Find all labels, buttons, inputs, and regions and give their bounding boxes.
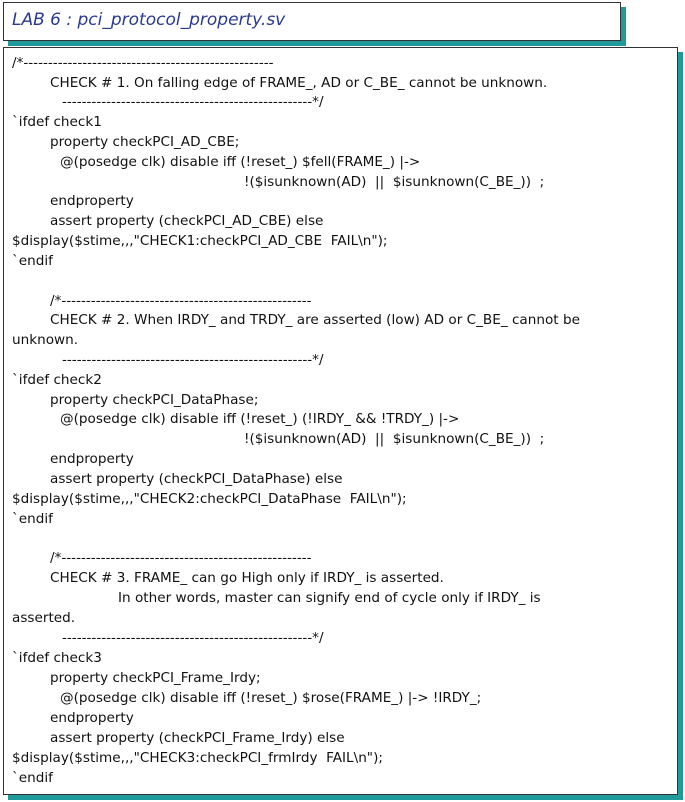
code-line: CHECK # 1. On falling edge of FRAME_, AD or C_BE_ cannot be unknown.	[50, 75, 548, 91]
code-line: /*---------------------------------------------------	[12, 55, 274, 71]
code-line: @(posedge clk) disable iff (!reset_) $rose(FRAME_) |-> !IRDY_;	[60, 690, 482, 706]
code-line: asserted.	[12, 610, 76, 626]
code-block	[3, 47, 678, 795]
code-line: ---------------------------------------------------*/	[62, 630, 324, 646]
code-line: `ifdef check2	[12, 372, 102, 388]
code-line: property checkPCI_Frame_Irdy;	[50, 670, 261, 686]
code-line: !($isunknown(AD) || $isunknown(C_BE_)) ;	[244, 431, 545, 447]
code-line: /*---------------------------------------------------	[50, 550, 312, 566]
code-line: unknown.	[12, 332, 79, 348]
title-box	[3, 2, 621, 41]
code-line: In other words, master can signify end of cycle only if IRDY_ is	[118, 590, 541, 606]
code-line: property checkPCI_DataPhase;	[50, 392, 259, 408]
code-line: @(posedge clk) disable iff (!reset_) $fell(FRAME_) |->	[60, 154, 421, 170]
code-line: $display($stime,,,"CHECK2:checkPCI_DataPhase FAIL\n");	[12, 491, 407, 507]
code-line: assert property (checkPCI_Frame_Irdy) else	[50, 730, 345, 746]
code-line: `endif	[12, 253, 53, 269]
code-line: CHECK # 2. When IRDY_ and TRDY_ are asserted (low) AD or C_BE_ cannot be	[50, 312, 580, 328]
code-line: $display($stime,,,"CHECK3:checkPCI_frmIrdy FAIL\n");	[12, 750, 383, 766]
slide-title: LAB 6 : pci_protocol_property.sv	[12, 10, 286, 30]
code-line: ---------------------------------------------------*/	[62, 352, 324, 368]
code-line: ---------------------------------------------------*/	[62, 94, 324, 110]
code-line: `ifdef check1	[12, 114, 102, 130]
code-line: /*---------------------------------------------------	[50, 293, 312, 309]
code-line: endproperty	[50, 710, 134, 726]
code-line: endproperty	[50, 451, 134, 467]
code-line: assert property (checkPCI_AD_CBE) else	[50, 213, 324, 229]
code-line: endproperty	[50, 193, 134, 209]
code-line: `endif	[12, 770, 53, 786]
code-line: @(posedge clk) disable iff (!reset_) (!IRDY_ && !TRDY_) |->	[60, 411, 460, 427]
code-line: property checkPCI_AD_CBE;	[50, 134, 240, 150]
code-line: CHECK # 3. FRAME_ can go High only if IRDY_ is asserted.	[50, 570, 444, 586]
code-line: `endif	[12, 511, 53, 527]
code-line: `ifdef check3	[12, 650, 102, 666]
code-line: $display($stime,,,"CHECK1:checkPCI_AD_CBE FAIL\n");	[12, 233, 388, 249]
code-line: assert property (checkPCI_DataPhase) else	[50, 471, 343, 487]
code-line: !($isunknown(AD) || $isunknown(C_BE_)) ;	[244, 174, 545, 190]
